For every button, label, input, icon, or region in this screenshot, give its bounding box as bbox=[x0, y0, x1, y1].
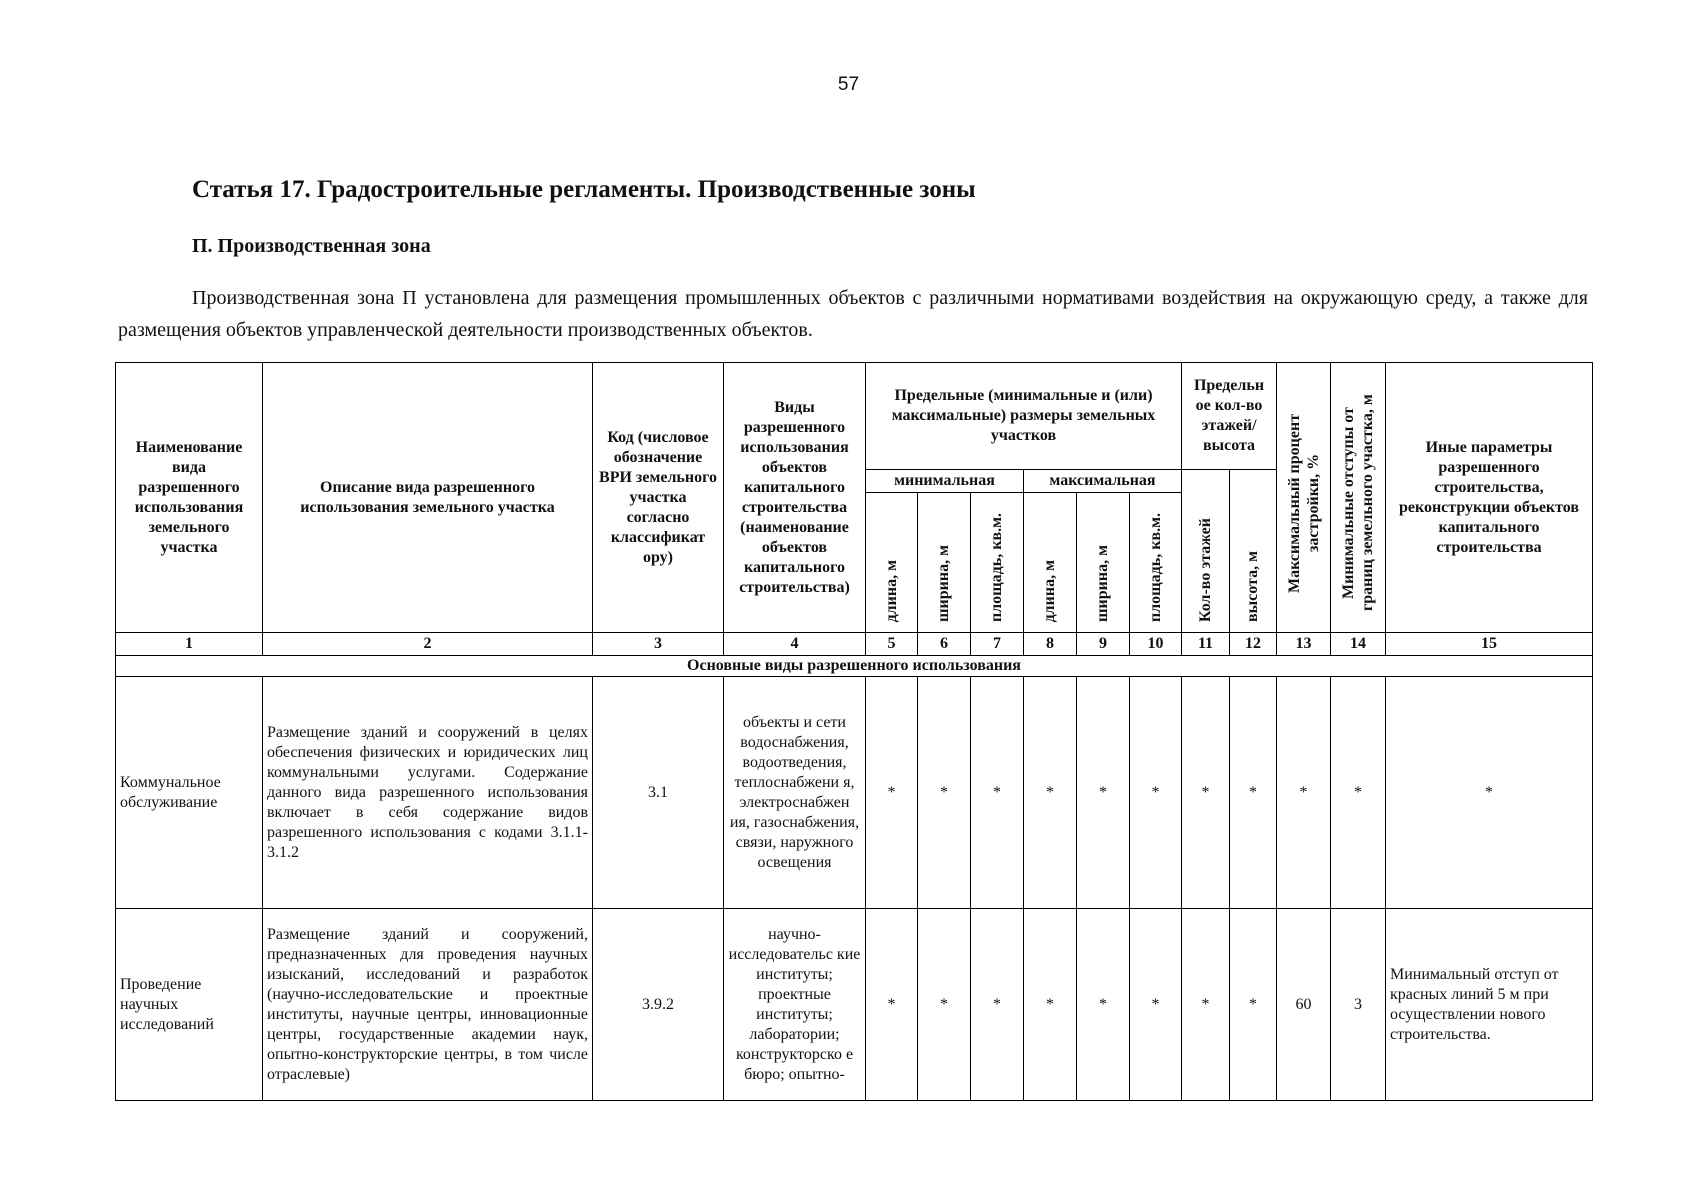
column-number: 6 bbox=[918, 633, 971, 656]
column-number: 13 bbox=[1277, 633, 1331, 656]
row-code: 3.1 bbox=[593, 677, 724, 909]
column-number: 15 bbox=[1386, 633, 1593, 656]
row-value: * bbox=[1331, 677, 1386, 909]
header-other-params: Иные параметры разрешенного строительства, реконструкции объектов капитального строительства bbox=[1386, 363, 1593, 633]
row-description: Размещение зданий и сооружений в целях обеспечения физических и юридических лиц коммунальными услугами. Содержание данного вида разрешенного использования включает в себя содержание видов разрешенного использования с кодами 3.1.1-3.1.2 bbox=[263, 677, 593, 909]
header-description: Описание вида разрешенного использования земельного участка bbox=[263, 363, 593, 633]
row-value: * bbox=[1182, 677, 1230, 909]
header-code: Код (числовое обозначение ВРИ земельного участка согласно классификат ору) bbox=[593, 363, 724, 633]
row-name: Коммунальное обслуживание bbox=[116, 677, 263, 909]
table-row bbox=[116, 909, 1593, 1101]
header-floors: Предельн ое кол-во этажей/ высота bbox=[1182, 363, 1277, 470]
header-max-width: ширина, м bbox=[1077, 493, 1130, 633]
row-value: * bbox=[866, 909, 918, 1101]
row-value: * bbox=[866, 677, 918, 909]
row-name: Проведение научных исследований bbox=[116, 909, 263, 1101]
row-description: Размещение зданий и сооружений, предназначенных для проведения научных изысканий, исследований и разработок (научно-исследовательские и проектные институты, научные центры, инновационные центры, государственные академии наук, опытно-конструкторские центры, в том числе отраслевые) bbox=[263, 909, 593, 1101]
article-title: Статья 17. Градостроительные регламенты. Производственные зоны bbox=[192, 176, 976, 203]
row-value: * bbox=[1230, 677, 1277, 909]
table-row bbox=[116, 677, 1593, 909]
regulations-table bbox=[115, 362, 1593, 1101]
zone-subtitle: П. Производственная зона bbox=[192, 235, 431, 257]
header-maximal: максимальная bbox=[1024, 470, 1182, 493]
column-number: 4 bbox=[724, 633, 866, 656]
header-sizes: Предельные (минимальные и (или) максимальные) размеры земельных участков bbox=[866, 363, 1182, 470]
header-floor-count: Кол-во этажей bbox=[1182, 470, 1230, 633]
header-name: Наименование вида разрешенного использования земельного участка bbox=[116, 363, 263, 633]
row-value: 60 bbox=[1277, 909, 1331, 1101]
header-minimal: минимальная bbox=[866, 470, 1024, 493]
header-max-length: длина, м bbox=[1024, 493, 1077, 633]
header-min-width: ширина, м bbox=[918, 493, 971, 633]
column-number: 9 bbox=[1077, 633, 1130, 656]
row-value: * bbox=[918, 677, 971, 909]
column-number: 10 bbox=[1130, 633, 1182, 656]
row-value: * bbox=[1230, 909, 1277, 1101]
header-max-area: площадь, кв.м. bbox=[1130, 493, 1182, 633]
row-objects: научно- исследовательс кие институты; проектные институты; лаборатории; конструкторско е бюро; опытно- bbox=[724, 909, 866, 1101]
header-height: высота, м bbox=[1230, 470, 1277, 633]
row-other-params: * bbox=[1386, 677, 1593, 909]
column-number: 11 bbox=[1182, 633, 1230, 656]
row-value: * bbox=[1182, 909, 1230, 1101]
row-value: * bbox=[1077, 909, 1130, 1101]
column-number: 14 bbox=[1331, 633, 1386, 656]
header-min-area: площадь, кв.м. bbox=[971, 493, 1024, 633]
intro-paragraph: Производственная зона П установлена для размещения промышленных объектов с различными нормативами воздействия на окружающую среду, а также для размещения объектов управленческой деятельности производственных объектов. bbox=[118, 287, 1588, 341]
header-min-length: длина, м bbox=[866, 493, 918, 633]
column-number: 3 bbox=[593, 633, 724, 656]
row-value: * bbox=[1277, 677, 1331, 909]
row-objects: объекты и сети водоснабжения, водоотведения, теплоснабжени я, электроснабжен ия, газоснабжения, связи, наружного освещения bbox=[724, 677, 866, 909]
column-number-row bbox=[116, 633, 1593, 656]
section-title: Основные виды разрешенного использования bbox=[116, 656, 1593, 677]
row-value: * bbox=[1077, 677, 1130, 909]
row-value: * bbox=[971, 909, 1024, 1101]
header-max-percent: Максимальный процент застройки, % bbox=[1277, 363, 1331, 633]
column-number: 8 bbox=[1024, 633, 1077, 656]
column-number: 7 bbox=[971, 633, 1024, 656]
column-number: 12 bbox=[1230, 633, 1277, 656]
header-objects: Виды разрешенного использования объектов капитального строительства (наименование объектов капитального строительства) bbox=[724, 363, 866, 633]
row-value: * bbox=[918, 909, 971, 1101]
column-number: 5 bbox=[866, 633, 918, 656]
row-value: * bbox=[1130, 677, 1182, 909]
row-value: * bbox=[971, 677, 1024, 909]
column-number: 1 bbox=[116, 633, 263, 656]
row-value: 3 bbox=[1331, 909, 1386, 1101]
page-number: 57 bbox=[837, 74, 860, 95]
row-value: * bbox=[1024, 909, 1077, 1101]
column-number: 2 bbox=[263, 633, 593, 656]
row-value: * bbox=[1130, 909, 1182, 1101]
row-value: * bbox=[1024, 677, 1077, 909]
header-min-offsets: Минимальные отступы от границ земельного участка, м bbox=[1331, 363, 1386, 633]
row-other-params: Минимальный отступ от красных линий 5 м при осуществлении нового строительства. bbox=[1386, 909, 1593, 1101]
row-code: 3.9.2 bbox=[593, 909, 724, 1101]
